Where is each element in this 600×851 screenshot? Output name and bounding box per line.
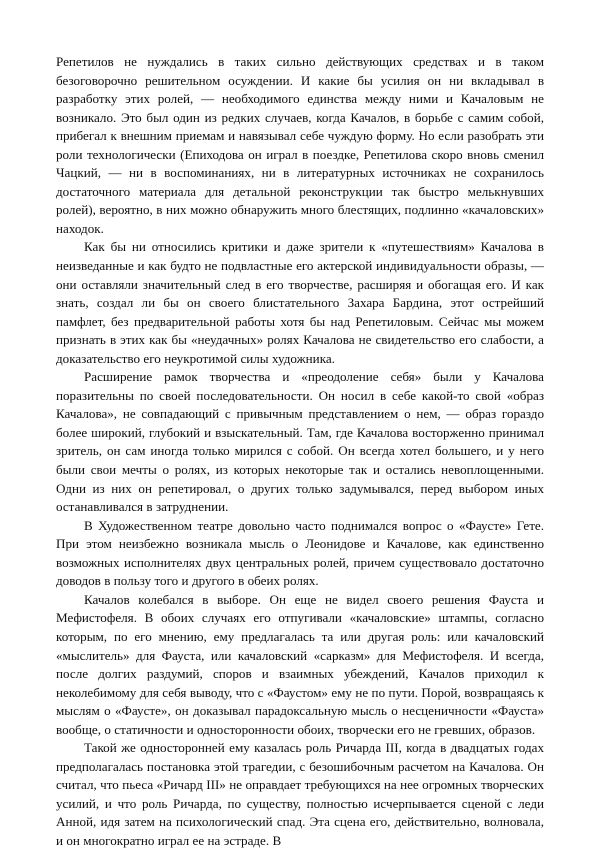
paragraph: Такой же односторонней ему казалась роль Ричарда III, когда в двадцатых годах предполагалась постановка этой трагедии, с безошибочным расчетом на Качалова. Он считал, что пьеса «Ричард III» не оправдает требующихся на нее огромных творческих усилий, и что роль Ричарда, по существу, полностью исчерпывается сценой с леди Анной, идя затем на психологический спад. Эта сцена его, действительно, волновала, и он многократно играл ее на эстраде. В	[56, 740, 544, 848]
paragraph: Качалов колебался в выборе. Он еще не видел своего решения Фауста и Мефистофеля. В обоих случаях его отпугивали «качаловские» штампы, согласно которым, по его мнению, ему предлагалась та или другая роль: или качаловский «мыслитель» для Фауста, или качаловский «сарказм» для Мефистофеля. И всегда, после долгих раздумий, споров и взаимных убеждений, Качалов приходил к неколебимому для себя выводу, что с «Фаустом» ему не по пути. Порой, возвращаясь к мыслям о «Фаусте», он доказывал парадоксальную мысль о несценичности «Фауста» вообще, о статичности и односторонности обоих, творчески его не гревших, образов.	[56, 591, 544, 737]
paragraph: Репетилов не нуждались в таких сильно действующих средствах и в таком безоговорочно решительном осуждении. И какие бы усилия он ни вкладывал в разработку этих ролей, — необходимого единства между ними и Качаловым не возникало. Это был один из редких случаев, когда Качалов, в борьбе с самим собой, прибегал к внешним приемам и навязывал себе чуждую форму. Но если разобрать эти роли технологически (Епиходова он играл в поездке, Репетилова скоро вновь сменил Чацкий, — ни в воспоминаниях, ни в литературных источниках не сохранилось достаточного материала для детальной реконструкции так быстро мелькнувших ролей), вероятно, в них можно обнаружить много блестящих, подлинно «качаловских» находок.	[56, 54, 544, 236]
paragraph: Как бы ни относились критики и даже зрители к «путешествиям» Качалова в неизведанные и как будто не подвластные его актерской индивидуальности образы, — они оставляли значительный след в его творчестве, расширяя и обогащая его. И как знать, создал ли бы он своего блистательного Захара Бардина, этот острейший памфлет, без предварительной работы хотя бы над Репетиловым. Сейчас мы можем признать в этих как бы «неудачных» ролях Качалова не свидетельство его слабости, а доказательство его неукротимой силы художника.	[56, 239, 544, 366]
paragraph: Расширение рамок творчества и «преодоление себя» были у Качалова поразительны по своей последовательности. Он носил в себе какой-то свой «образ Качалова», не совпадающий с привычным представлением о нем, — образ гораздо более широкий, глубокий и взыскательный. Там, где Качалова восторженно принимал зритель, он сам иногда только мирился с собой. Он всегда хотел большего, и у него были свои мечты о ролях, из которых некоторые так и остались невоплощенными. Одни из них он репетировал, о других только задумывался, перед выбором иных останавливался в затруднении.	[56, 369, 544, 515]
paragraph: В Художественном театре довольно часто поднимался вопрос о «Фаусте» Гете. При этом неизбежно возникала мысль о Леонидове и Качалове, как единственно возможных исполнителях двух центральных ролей, причем существовало достаточно доводов в пользу того и другого в обеих ролях.	[56, 517, 544, 589]
body-text-column	[56, 53, 544, 851]
